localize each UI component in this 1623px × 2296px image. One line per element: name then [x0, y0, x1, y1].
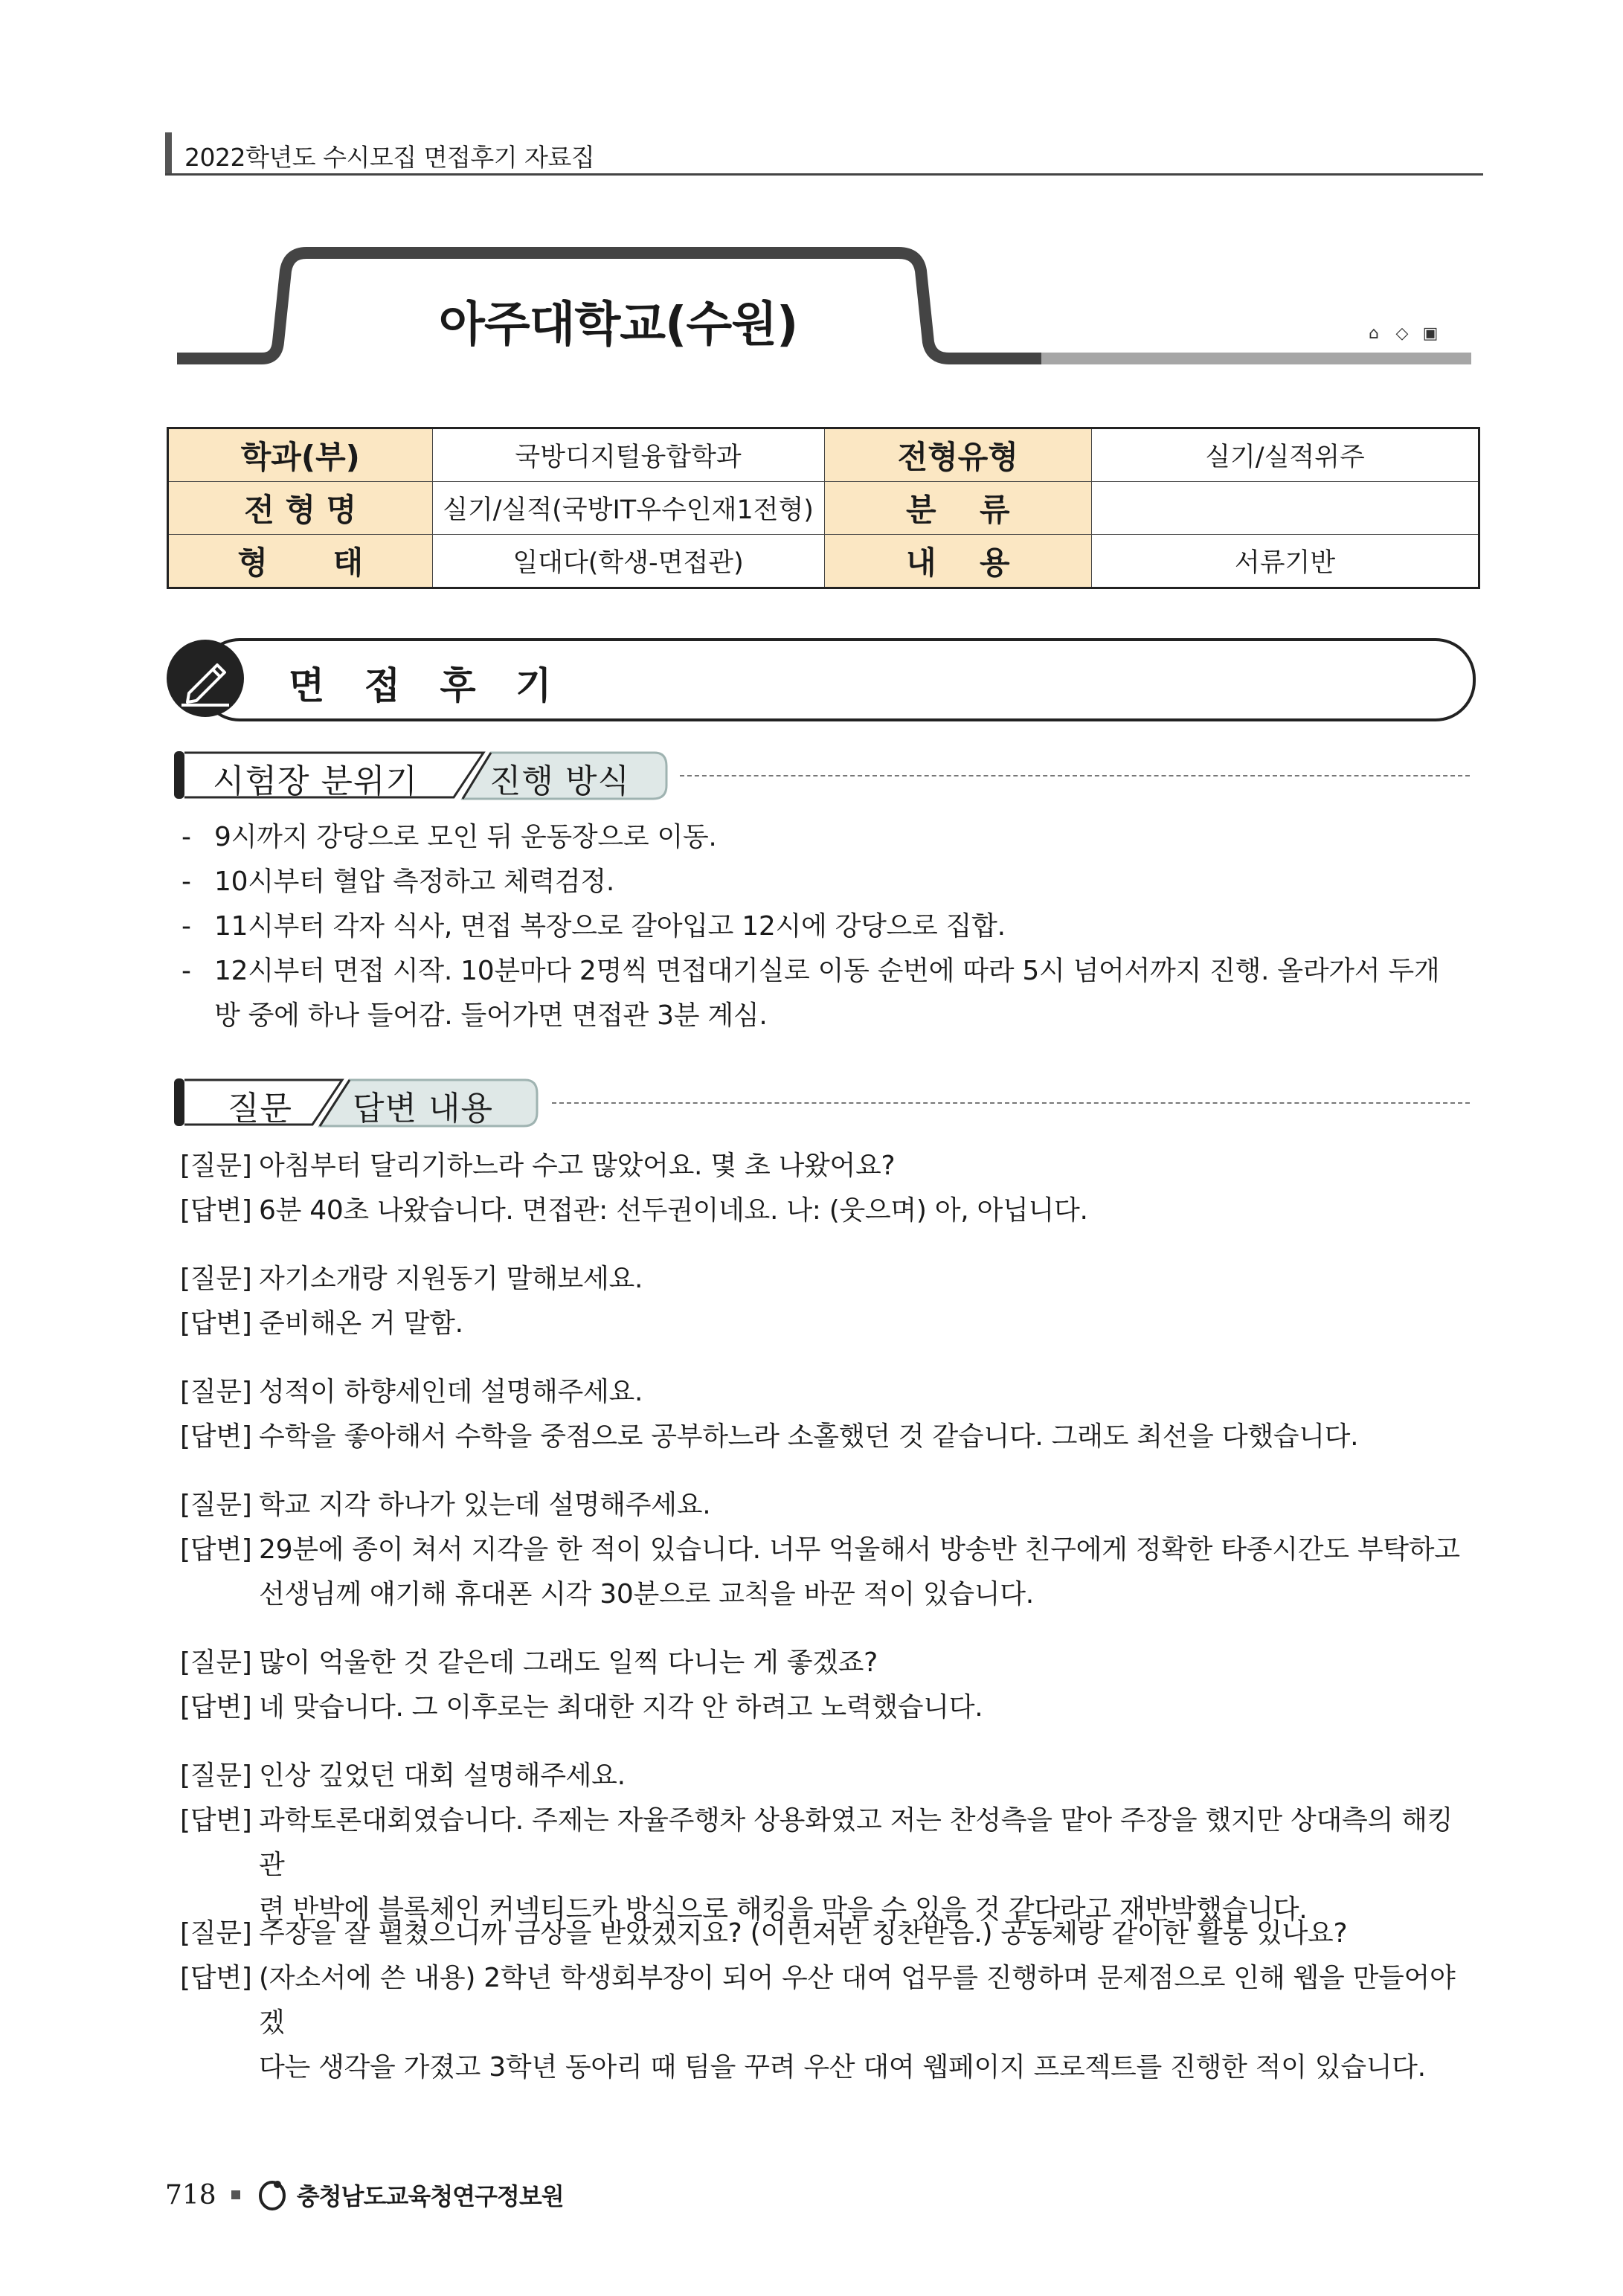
dept-label: 학과(부)	[168, 428, 433, 482]
answer-tag: [답변]	[180, 1805, 252, 1836]
type-value: 실기/실적위주	[1092, 428, 1479, 482]
question-line	[180, 1483, 1471, 1528]
org-logo	[255, 2178, 564, 2212]
answer-text: (자소서에 쓴 내용) 2학년 학생회부장이 되어 우산 대여 업무를 진행하며 문제점으로 인해 웹을 만들어야겠	[259, 1963, 1456, 2038]
table-row	[168, 482, 1479, 535]
type-label: 전형유형	[824, 428, 1092, 482]
question-line	[180, 1911, 1471, 1956]
answer-text-continued: 선생님께 얘기해 휴대폰 시각 30분으로 교칙을 바꾼 적이 있습니다.	[259, 1579, 1034, 1610]
class-value	[1092, 482, 1479, 535]
answer-line	[180, 1956, 1471, 2090]
org-logo-icon	[255, 2178, 289, 2212]
list-item-text: 9시까지 강당으로 모인 뒤 운동장으로 이동.	[214, 822, 717, 852]
question-text: 성적이 하향세인데 설명해주세요.	[259, 1377, 643, 1407]
org-name: 충청남도교육청연구정보원	[296, 2182, 564, 2210]
answer-text-continued: 다는 생각을 가졌고 3학년 동아리 때 팀을 꾸려 우산 대여 웹페이지 프로젝트를 진행한 적이 있습니다.	[259, 2052, 1426, 2083]
graduation-cap-icon: ◇	[1395, 324, 1409, 343]
answer-line	[180, 1189, 1471, 1233]
question-line	[180, 1144, 1471, 1189]
question-tag: [질문]	[180, 1151, 252, 1181]
list-item-text: 10시부터 혈압 측정하고 체력검정.	[214, 866, 614, 897]
section-band-circle	[167, 640, 244, 717]
answer-tag: [답변]	[180, 1421, 252, 1452]
answer-text: 준비해온 거 말함.	[259, 1308, 463, 1339]
content-value: 서류기반	[1092, 535, 1479, 588]
answer-line	[180, 1302, 1471, 1346]
question-text: 아침부터 달리기하느라 수고 많았어요. 몇 초 나왔어요?	[259, 1151, 896, 1181]
answer-line	[180, 1685, 1471, 1730]
list-item: - 10시부터 혈압 측정하고 체력검정.	[181, 866, 614, 897]
title-frame	[0, 238, 1623, 379]
question-text: 자기소개랑 지원동기 말해보세요.	[259, 1264, 643, 1294]
atmosphere-heading	[171, 744, 1473, 806]
info-table	[167, 427, 1480, 589]
running-header	[165, 132, 1483, 176]
list-item: - 9시까지 강당으로 모인 뒤 운동장으로 이동.	[181, 822, 717, 852]
heading-dashed-rule	[552, 1102, 1470, 1104]
question-line	[180, 1641, 1471, 1685]
question-text: 인상 깊었던 대회 설명해주세요.	[259, 1760, 626, 1791]
dept-value: 국방디지털융합학과	[432, 428, 824, 482]
qa-heading-right: 답변 내용	[353, 1090, 494, 1128]
title-icons	[1364, 324, 1440, 344]
atmosphere-heading-right: 진행 방식	[489, 762, 631, 800]
question-text: 학교 지각 하나가 있는데 설명해주세요.	[259, 1490, 711, 1520]
table-row	[168, 535, 1479, 588]
qa-heading-left: 질문	[228, 1090, 293, 1128]
qa-heading	[171, 1071, 1473, 1133]
footer	[165, 2176, 564, 2213]
header-rule	[165, 173, 1483, 176]
page-title: 아주대학교(수원)	[439, 298, 798, 353]
list-item-text: 11시부터 각자 식사, 면접 복장으로 갈아입고 12시에 강당으로 집합.	[214, 911, 1006, 942]
question-tag: [질문]	[180, 1264, 252, 1294]
question-tag: [질문]	[180, 1918, 252, 1949]
header-accent-bar	[165, 132, 172, 176]
list-item-text: 12시부터 면접 시작. 10분마다 2명씩 면접대기실로 이동 순번에 따라 5시 넘어서까지 진행. 올라가서 두개	[214, 956, 1440, 986]
answer-text: 수학을 좋아해서 수학을 중점으로 공부하느라 소홀했던 것 같습니다. 그래도 최선을 다했습니다.	[259, 1421, 1359, 1452]
form-label: 형 태	[168, 535, 433, 588]
table-row	[168, 428, 1479, 482]
form-value: 일대다(학생-면접관)	[432, 535, 824, 588]
pencil-icon	[167, 640, 244, 717]
footer-square-icon	[231, 2190, 240, 2199]
question-tag: [질문]	[180, 1377, 252, 1407]
running-header-text: 2022학년도 수시모집 면접후기 자료집	[184, 143, 595, 172]
question-line	[180, 1754, 1471, 1798]
question-tag: [질문]	[180, 1760, 252, 1791]
answer-text: 네 맞습니다. 그 이후로는 최대한 지각 안 하려고 노력했습니다.	[259, 1692, 983, 1723]
question-line	[180, 1370, 1471, 1415]
class-label: 분 류	[824, 482, 1092, 535]
question-text: 주장을 잘 펼쳤으니까 금상을 받았겠지요? (이런저런 칭찬받음.) 공동체랑 같이한 활동 있나요?	[259, 1918, 1348, 1949]
list-item-text-continued: 방 중에 하나 들어감. 들어가면 면접관 3분 계심.	[214, 1000, 768, 1031]
list-item: - 11시부터 각자 식사, 면접 복장으로 갈아입고 12시에 강당으로 집합.	[181, 911, 1006, 942]
question-line	[180, 1257, 1471, 1302]
book-icon: ▣	[1422, 324, 1439, 343]
answer-line	[180, 1415, 1471, 1459]
question-tag: [질문]	[180, 1647, 252, 1678]
answer-tag: [답변]	[180, 1308, 252, 1339]
school-icon: ⌂	[1369, 324, 1379, 343]
answer-tag: [답변]	[180, 1534, 252, 1565]
list-item: - 12시부터 면접 시작. 10분마다 2명씩 면접대기실로 이동 순번에 따라 5시 넘어서까지 진행. 올라가서 두개 방 중에 하나 들어감. 들어가면 면접관 3분 계심.	[181, 956, 1440, 1031]
answer-text: 6분 40초 나왔습니다. 면접관: 선두권이네요. 나: (웃으며) 아, 아닙니다.	[259, 1195, 1088, 1226]
answer-tag: [답변]	[180, 1692, 252, 1723]
name-label: 전 형 명	[168, 482, 433, 535]
answer-text: 과학토론대회였습니다. 주제는 자율주행차 상용화였고 저는 찬성측을 맡아 주장을 했지만 상대측의 해킹 관	[259, 1805, 1453, 1880]
section-title: 면 접 후 기	[289, 664, 565, 707]
content-label: 내 용	[824, 535, 1092, 588]
answer-line	[180, 1528, 1471, 1617]
question-tag: [질문]	[180, 1490, 252, 1520]
heading-dashed-rule	[680, 775, 1470, 776]
answer-text: 29분에 종이 쳐서 지각을 한 적이 있습니다. 너무 억울해서 방송반 친구에게 정확한 타종시간도 부탁하고	[259, 1534, 1460, 1565]
atmosphere-heading-left: 시험장 분위기	[213, 762, 419, 800]
question-text: 많이 억울한 것 같은데 그래도 일찍 다니는 게 좋겠죠?	[259, 1647, 878, 1678]
answer-text-continued: 련 반박에 블록체인 커넥티드카 방식으로 해킹을 막을 수 있을 것 같다라고 재반박했습니다.	[259, 1894, 1308, 1925]
answer-tag: [답변]	[180, 1963, 252, 1993]
answer-tag: [답변]	[180, 1195, 252, 1226]
page-number: 718	[165, 2179, 216, 2210]
section-band	[167, 638, 1473, 718]
name-value: 실기/실적(국방IT우수인재1전형)	[432, 482, 824, 535]
